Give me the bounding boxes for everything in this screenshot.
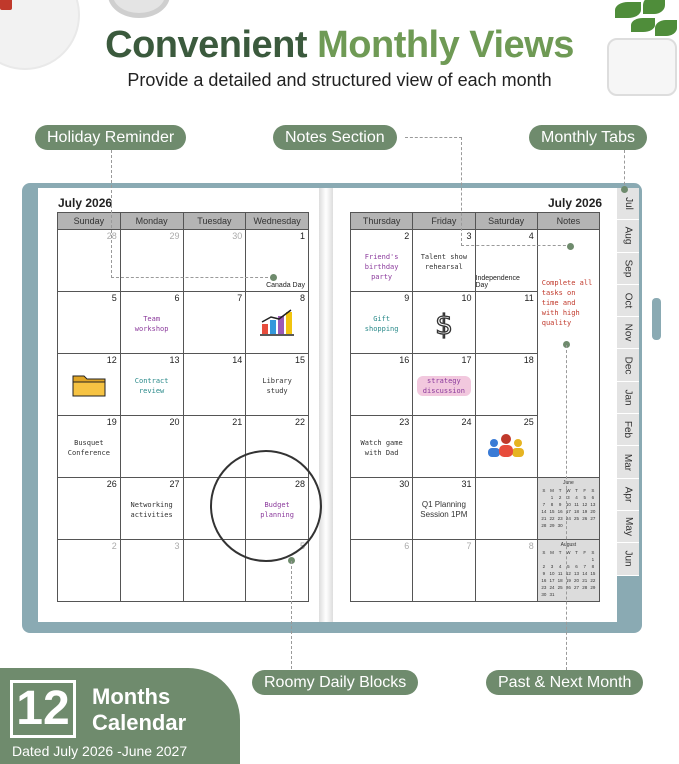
magnifier-circle — [210, 450, 322, 562]
mini-calendar-title: August — [560, 542, 577, 548]
weekday-header: Saturday — [475, 213, 537, 230]
mini-day: 27 — [574, 585, 580, 590]
day-cell[interactable] — [246, 354, 309, 416]
day-number: 28 — [106, 231, 117, 241]
badge-calendar: Calendar — [92, 710, 187, 735]
day-number: 3 — [466, 231, 472, 241]
day-cell[interactable] — [183, 292, 246, 354]
mini-day: 6 — [591, 495, 595, 500]
left-month-label: July 2026 — [58, 196, 113, 210]
month-tab-label: Feb — [622, 421, 634, 439]
mini-day: 16 — [557, 509, 563, 514]
day-number: 16 — [399, 355, 410, 365]
day-cell[interactable] — [475, 354, 537, 416]
month-tab-may[interactable] — [617, 511, 639, 543]
day-cell[interactable] — [413, 292, 475, 354]
month-tab-label: Jan — [622, 389, 634, 406]
mini-calendar-title: June — [562, 480, 574, 486]
day-cell[interactable] — [120, 292, 183, 354]
day-cell[interactable] — [475, 416, 537, 478]
mini-day: 29 — [590, 585, 596, 590]
entry-note: Q1 Planning Session 1PM — [420, 500, 468, 519]
mini-weekday: F — [583, 550, 587, 555]
day-number: 8 — [528, 541, 534, 551]
mini-day: 10 — [549, 571, 555, 576]
mini-day: 5 — [583, 495, 586, 500]
entry-note: Gift shopping — [364, 315, 399, 333]
day-cell[interactable] — [120, 230, 183, 292]
day-cell[interactable] — [413, 230, 475, 292]
mini-day: 18 — [557, 578, 563, 583]
mini-day — [557, 591, 564, 598]
mini-day: 14 — [582, 571, 588, 576]
mini-day — [581, 556, 588, 563]
month-tab-jun[interactable] — [617, 543, 639, 575]
day-cell[interactable] — [120, 354, 183, 416]
mini-weekday: T — [575, 488, 578, 493]
dollar-icon — [413, 308, 474, 345]
badge-months: Months — [92, 684, 171, 709]
month-tab-label: Sep — [622, 259, 634, 278]
mini-day: 13 — [574, 571, 580, 576]
bookmark-ribbon — [652, 298, 661, 340]
planner-spine — [319, 188, 333, 622]
month-tab-label: Mar — [622, 453, 634, 471]
mini-day: 14 — [541, 509, 547, 514]
day-number: 23 — [399, 417, 410, 427]
mini-day: 19 — [582, 509, 588, 514]
page-subtitle: Provide a detailed and structured view of each month — [127, 70, 552, 90]
mini-day — [540, 556, 547, 563]
day-number: 14 — [232, 355, 243, 365]
mini-weekday: T — [558, 550, 562, 555]
mini-day — [573, 556, 580, 563]
mini-weekday: S — [542, 488, 546, 493]
day-number: 7 — [237, 293, 243, 303]
weekday-header: Notes — [537, 213, 599, 230]
day-cell[interactable] — [413, 478, 475, 540]
day-cell[interactable] — [183, 230, 246, 292]
entry-note: Networking activities — [130, 501, 173, 519]
mini-day: 11 — [574, 502, 579, 507]
month-tab-label: Dec — [622, 356, 634, 375]
mini-day: 28 — [541, 523, 547, 528]
day-number: 28 — [294, 479, 305, 489]
mini-day: 17 — [565, 509, 571, 514]
day-cell[interactable] — [351, 540, 413, 602]
month-tab-nov[interactable] — [617, 317, 639, 349]
day-number: 5 — [111, 293, 117, 303]
day-number: 6 — [404, 541, 410, 551]
mini-day: 20 — [574, 578, 580, 583]
mini-day: 24 — [549, 585, 555, 590]
day-cell[interactable] — [58, 416, 121, 478]
month-tab-label: Jun — [622, 550, 634, 567]
day-cell[interactable] — [120, 478, 183, 540]
day-number: 17 — [461, 355, 472, 365]
mini-day: 15 — [549, 509, 555, 514]
weekday-header: Tuesday — [183, 213, 246, 230]
entry-note: Contract review — [134, 377, 169, 395]
mini-day: 7 — [583, 564, 586, 569]
month-tab-label: May — [622, 517, 634, 537]
badge-number: 12 — [10, 680, 76, 738]
day-cell[interactable] — [413, 540, 475, 602]
mini-weekday: M — [550, 550, 554, 555]
mini-day: 21 — [582, 578, 588, 583]
mini-day: 9 — [558, 502, 562, 507]
entry-note: Team workshop — [134, 315, 169, 333]
day-cell[interactable] — [58, 478, 121, 540]
month-tab-dec[interactable] — [617, 349, 639, 381]
entry-note: Talent show rehearsal — [420, 253, 468, 271]
callout-notes-section: Notes Section — [273, 125, 397, 150]
day-cell[interactable] — [120, 540, 183, 602]
mini-day: 4 — [558, 564, 562, 569]
day-cell[interactable] — [58, 292, 121, 354]
day-number: 21 — [232, 417, 243, 427]
day-number: 30 — [399, 479, 410, 489]
mini-weekday: S — [542, 550, 546, 555]
mini-day — [589, 522, 596, 529]
mini-day: 3 — [567, 495, 570, 500]
day-number: 8 — [299, 293, 305, 303]
mini-day: 20 — [590, 509, 596, 514]
day-cell[interactable] — [351, 416, 413, 478]
mini-day: 1 — [591, 557, 595, 562]
entry-note: Budget planning — [260, 501, 294, 519]
mini-day: 2 — [558, 495, 562, 500]
mini-day: 11 — [557, 571, 563, 576]
mini-day: 22 — [590, 578, 596, 583]
day-cell[interactable] — [351, 354, 413, 416]
monthly-tabs — [617, 188, 639, 576]
month-tab-apr[interactable] — [617, 479, 639, 511]
right-calendar-grid — [350, 212, 600, 602]
day-cell[interactable] — [183, 354, 246, 416]
day-number: 19 — [106, 417, 117, 427]
mini-day: 21 — [541, 516, 547, 521]
month-tab-label: Apr — [622, 486, 634, 503]
day-number: 15 — [294, 355, 305, 365]
day-cell[interactable] — [246, 292, 309, 354]
day-number: 24 — [461, 417, 472, 427]
svg-text:$: $ — [434, 308, 453, 340]
mini-day — [573, 522, 580, 529]
day-cell[interactable] — [475, 292, 537, 354]
month-tab-label: Nov — [622, 323, 634, 342]
month-tab-jan[interactable] — [617, 382, 639, 414]
mini-day: 18 — [574, 509, 580, 514]
mini-day: 3 — [550, 564, 554, 569]
mini-weekday: M — [550, 488, 554, 493]
entry-note: strategy discussion — [417, 376, 470, 396]
month-tab-jul[interactable] — [617, 188, 639, 220]
callout-holiday-reminder: Holiday Reminder — [35, 125, 186, 150]
day-cell[interactable] — [351, 230, 413, 292]
mini-day: 17 — [549, 578, 555, 583]
mini-day: 13 — [590, 502, 596, 507]
notes-area[interactable] — [537, 230, 599, 478]
notes-text: Complete all tasks on time and with high quality — [541, 279, 593, 327]
page-title: Convenient Monthly Views — [105, 24, 574, 66]
mini-day: 22 — [549, 516, 555, 521]
day-number: 10 — [461, 293, 472, 303]
callout-roomy-daily-blocks: Roomy Daily Blocks — [252, 670, 418, 695]
month-tab-aug[interactable] — [617, 220, 639, 252]
day-number: 26 — [106, 479, 117, 489]
day-number: 30 — [232, 231, 243, 241]
mini-day: 12 — [582, 502, 588, 507]
mini-day: 1 — [550, 495, 554, 500]
mini-day: 4 — [575, 495, 578, 500]
day-cell[interactable] — [475, 230, 537, 292]
month-tab-label: Aug — [622, 227, 634, 245]
day-cell[interactable] — [120, 416, 183, 478]
right-month-label: July 2026 — [548, 196, 603, 210]
month-tab-label: Oct — [622, 292, 634, 309]
mini-day — [581, 591, 588, 598]
team-icon — [476, 432, 537, 465]
mini-day: 15 — [590, 571, 596, 576]
bar-chart-icon — [246, 308, 308, 341]
holiday-label: Independence Day — [475, 275, 520, 289]
mini-day: 25 — [557, 585, 563, 590]
mini-day — [549, 556, 556, 563]
mini-day: 12 — [565, 571, 571, 576]
day-cell[interactable] — [58, 354, 121, 416]
mini-day: 27 — [590, 516, 596, 521]
weekday-header: Monday — [120, 213, 183, 230]
day-cell[interactable] — [413, 416, 475, 478]
entry-note: Busquet Conference — [67, 439, 110, 457]
day-number: 12 — [106, 355, 117, 365]
mini-calendar-august — [537, 540, 599, 602]
day-number: 5 — [299, 541, 305, 551]
badge-dated: Dated July 2026 -June 2027 — [12, 743, 188, 759]
mini-day: 8 — [591, 564, 595, 569]
mini-weekday: T — [558, 488, 562, 493]
mini-calendar-june — [537, 478, 599, 540]
day-number: 7 — [466, 541, 472, 551]
day-number: 9 — [404, 293, 410, 303]
day-cell[interactable] — [58, 540, 121, 602]
day-number: 22 — [294, 417, 305, 427]
mini-day — [573, 591, 580, 598]
day-cell[interactable] — [413, 354, 475, 416]
mini-day: 16 — [541, 578, 547, 583]
folder-icon — [58, 370, 120, 403]
day-cell[interactable] — [475, 478, 537, 540]
weekday-header: Sunday — [58, 213, 121, 230]
mini-day: 25 — [574, 516, 580, 521]
month-tab-mar[interactable] — [617, 446, 639, 478]
mini-day: 2 — [542, 564, 546, 569]
day-number: 4 — [528, 231, 534, 241]
day-number: 20 — [169, 417, 180, 427]
day-cell[interactable] — [475, 540, 537, 602]
weekday-header: Thursday — [351, 213, 413, 230]
entry-note: Watch game with Dad — [360, 439, 403, 457]
mini-weekday: T — [575, 550, 578, 555]
day-number: 2 — [111, 541, 117, 551]
mini-day: 28 — [582, 585, 588, 590]
month-tab-feb[interactable] — [617, 414, 639, 446]
weekday-header: Friday — [413, 213, 475, 230]
mini-day — [589, 591, 596, 598]
month-tab-label: Jul — [622, 197, 634, 211]
mini-weekday: W — [566, 488, 571, 493]
entry-note: Friend's birthday party — [364, 253, 399, 281]
mini-day: 24 — [565, 516, 571, 521]
mini-day: 9 — [542, 571, 546, 576]
mini-day: 7 — [542, 502, 546, 507]
mini-day: 26 — [582, 516, 588, 521]
mini-day: 30 — [557, 523, 563, 528]
day-cell[interactable] — [246, 230, 309, 292]
callout-past-next-month: Past & Next Month — [486, 670, 643, 695]
day-number: 3 — [174, 541, 180, 551]
day-cell[interactable] — [351, 292, 413, 354]
mini-day: 8 — [550, 502, 554, 507]
mini-day: 29 — [549, 523, 555, 528]
mini-day: 26 — [565, 585, 571, 590]
holiday-label: Canada Day — [266, 282, 305, 289]
mini-day: 23 — [557, 516, 563, 521]
decorative-cup — [108, 0, 170, 18]
day-number: 2 — [404, 231, 410, 241]
mini-day: 30 — [541, 592, 547, 597]
mini-day — [581, 522, 588, 529]
day-cell[interactable] — [351, 478, 413, 540]
day-number: 11 — [524, 293, 534, 303]
entry-note: Library study — [262, 377, 292, 395]
mini-weekday: S — [591, 488, 595, 493]
mini-day: 10 — [565, 502, 571, 507]
month-tab-oct[interactable] — [617, 285, 639, 317]
day-number: 18 — [523, 355, 534, 365]
day-number: 13 — [169, 355, 180, 365]
mini-weekday: F — [583, 488, 587, 493]
day-number: 1 — [299, 231, 305, 241]
mini-day — [540, 494, 547, 501]
day-number: 29 — [169, 231, 180, 241]
day-number: 27 — [169, 479, 180, 489]
mini-weekday: S — [591, 550, 595, 555]
mini-day: 23 — [541, 585, 547, 590]
month-tab-sep[interactable] — [617, 253, 639, 285]
mini-day: 19 — [565, 578, 571, 583]
mini-weekday: W — [566, 550, 571, 555]
weekday-header: Wednesday — [246, 213, 309, 230]
day-number: 6 — [174, 293, 180, 303]
mini-day: 6 — [575, 564, 578, 569]
day-number: 31 — [461, 479, 472, 489]
callout-monthly-tabs: Monthly Tabs — [529, 125, 647, 150]
day-number: 25 — [523, 417, 534, 427]
mini-day — [557, 556, 564, 563]
mini-day: 5 — [567, 564, 570, 569]
mini-day: 31 — [549, 592, 555, 597]
